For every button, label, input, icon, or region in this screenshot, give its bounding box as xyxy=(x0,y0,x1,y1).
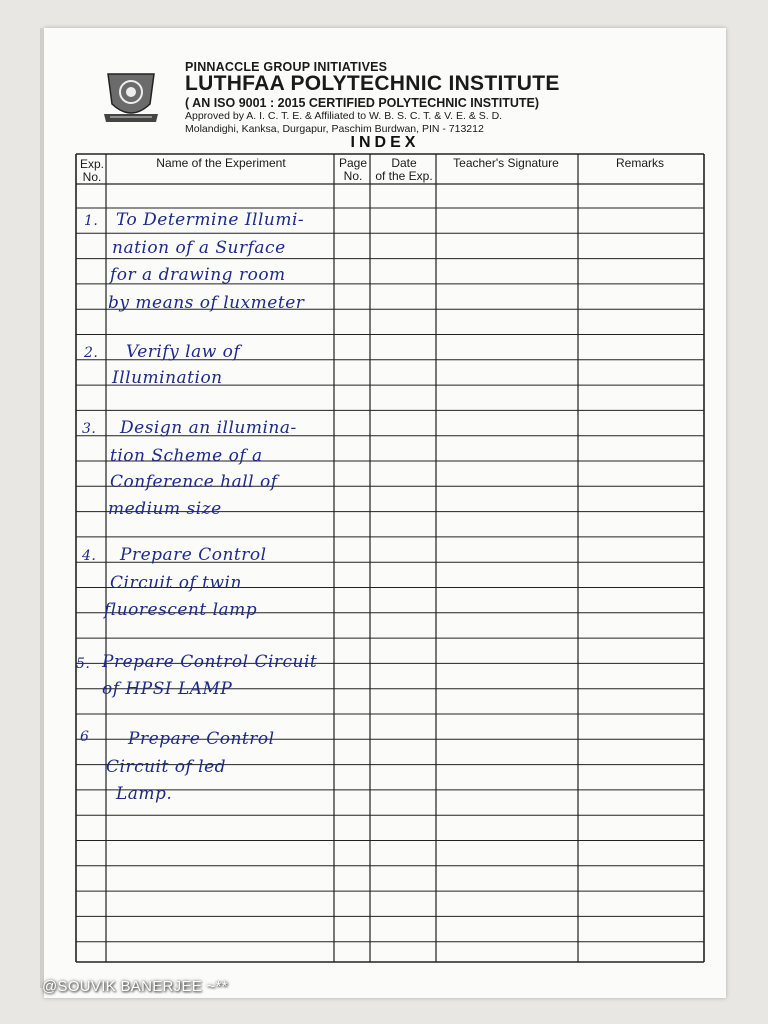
entry-line: Lamp. xyxy=(116,784,173,804)
iso-certification: ( AN ISO 9001 : 2015 CERTIFIED POLYTECHNIC INSTITUTE) xyxy=(185,96,540,110)
col-date-line2: of the Exp. xyxy=(375,169,433,183)
entry-line: tion Scheme of a xyxy=(110,446,263,466)
col-exp-no-line2: No. xyxy=(82,170,102,184)
entry-line: Verify law of xyxy=(126,342,241,362)
entry-number: 1. xyxy=(84,213,99,229)
entry-line: medium size xyxy=(108,499,222,519)
col-teacher-signature: Teacher's Signature xyxy=(453,156,559,170)
entry-number: 3. xyxy=(82,421,97,437)
entry-line: fluorescent lamp xyxy=(104,600,258,620)
col-exp-no-line1: Exp. xyxy=(79,157,104,171)
col-date-line1: Date xyxy=(391,156,417,170)
institute-name: LUTHFAA POLYTECHNIC INSTITUTE xyxy=(185,72,560,95)
entry-number: 2. xyxy=(84,345,99,361)
entry-line: nation of a Surface xyxy=(112,238,286,258)
col-page-no-line2: No. xyxy=(343,169,363,183)
entry-number: 4. xyxy=(82,548,97,564)
index-title: INDEX xyxy=(350,134,420,151)
col-exp-no xyxy=(78,158,106,184)
entry-line: Illumination xyxy=(112,368,223,388)
entry-line: To Determine Illumi- xyxy=(116,210,305,230)
entry-line: by means of luxmeter xyxy=(108,293,305,313)
entry-line: Prepare Control xyxy=(120,545,267,565)
entry-line: Conference hall of xyxy=(110,472,278,492)
col-experiment-name: Name of the Experiment xyxy=(156,156,286,170)
entry-line: for a drawing room xyxy=(110,265,286,285)
col-page-no-line1: Page xyxy=(338,156,368,170)
entry-line: Circuit of led xyxy=(106,757,227,777)
entry-line: Prepare Control xyxy=(128,729,275,749)
group-name: PINNACCLE GROUP INITIATIVES xyxy=(185,60,388,74)
entry-line: Circuit of twin xyxy=(110,573,242,593)
entry-number: 6 xyxy=(80,729,90,745)
entry-line: Prepare Control Circuit xyxy=(102,652,318,672)
col-remarks: Remarks xyxy=(615,156,664,170)
approval-text: Approved by A. I. C. T. E. & Affiliated to W. B. S. C. T. & V. E. & S. D. xyxy=(185,110,503,122)
entry-line: Design an illumina- xyxy=(120,418,297,438)
col-date xyxy=(372,157,436,183)
entry-number: 5. xyxy=(76,656,91,672)
entry-line: of HPSI LAMP xyxy=(102,679,233,699)
watermark: @SOUVIK BANERJEE ~** xyxy=(42,978,228,995)
col-page-no xyxy=(336,157,370,183)
institute-address: Molandighi, Kanksa, Durgapur, Paschim Burdwan, PIN - 713212 xyxy=(185,123,484,135)
